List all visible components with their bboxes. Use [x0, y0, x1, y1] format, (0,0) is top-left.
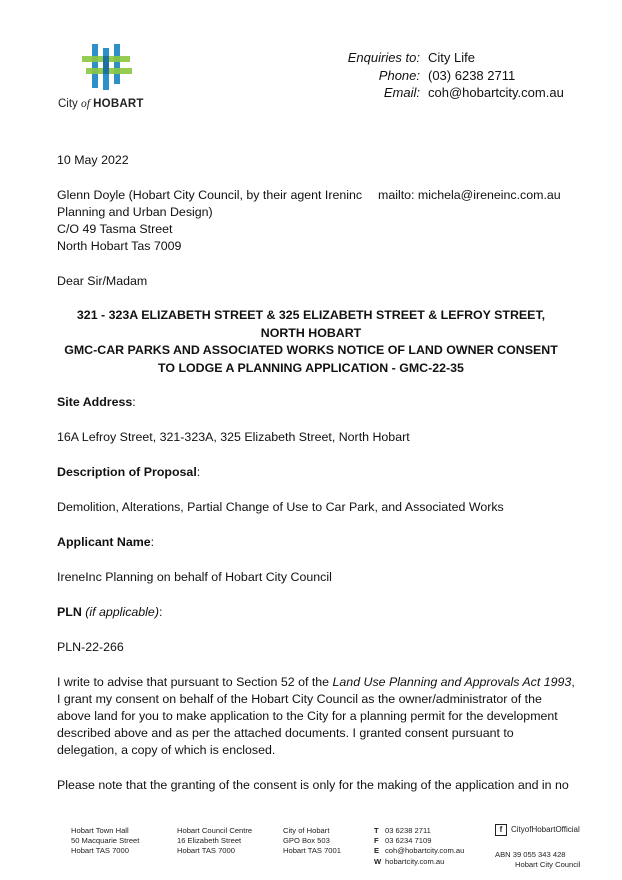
site-address-label: Site Address:: [57, 395, 136, 409]
enquiries-value: City Life: [428, 50, 475, 65]
pln-value: PLN-22-266: [57, 640, 124, 654]
facebook-icon: f: [495, 824, 507, 836]
footer-council-centre: Hobart Council Centre 16 Elizabeth Street Hobart TAS 7000: [177, 826, 253, 856]
logo-wordmark: City of HOBART: [58, 98, 144, 110]
footer-email: E coh@hobartcity.com.au: [374, 846, 465, 856]
consent-paragraph: I write to advise that pursuant to Section 52 of the Land Use Planning and Approvals Act 1993, I grant my consent on behalf of the Hobart City Council as the owner/administrator of the above land for you to make application to the City for a planning permit for the development described above and as per the attached documents. I granted consent pursuant to delegation, a copy of which is enclosed.: [57, 675, 575, 757]
recipient-line: Glenn Doyle (Hobart City Council, by their agent Ireninc: [57, 188, 363, 202]
email-label: Email:: [383, 85, 420, 100]
act-title: Land Use Planning and Approvals Act 1993: [332, 675, 572, 689]
footer-abn: ABN 39 055 343 428 Hobart City Council: [495, 850, 581, 870]
recipient-line: Planning and Urban Design): [57, 205, 213, 219]
enquiries-labels: [348, 49, 420, 102]
email-value: coh@hobartcity.com.au: [428, 85, 564, 100]
heading-line: GMC-CAR PARKS AND ASSOCIATED WORKS NOTICE OF LAND OWNER CONSENT: [64, 343, 558, 358]
heading-line: 321 - 323A ELIZABETH STREET & 325 ELIZABETH STREET & LEFROY STREET,: [76, 308, 546, 322]
proposal-value: Demolition, Alterations, Partial Change of Use to Car Park, and Associated Works: [57, 500, 504, 514]
footer-contact: [374, 826, 464, 867]
recipient-line: North Hobart Tas 7009: [57, 239, 182, 253]
heading-line: TO LODGE A PLANNING APPLICATION - GMC-22-35: [158, 360, 464, 375]
note-paragraph: Please note that the granting of the consent is only for the making of the application and in no: [57, 778, 569, 792]
mailto-link[interactable]: mailto: michela@ireneinc.com.au: [378, 188, 561, 202]
phone-label: Phone:: [378, 67, 420, 83]
footer-town-hall: Hobart Town Hall 50 Macquarie Street Hobart TAS 7000: [71, 826, 140, 856]
site-address-value: 16A Lefroy Street, 321-323A, 325 Elizabeth Street, North Hobart: [57, 430, 410, 444]
heading-line: NORTH HOBART: [260, 325, 362, 340]
phone-value: (03) 6238 2711: [428, 67, 516, 83]
recipient-address: [57, 187, 377, 255]
enquiries-values: [428, 49, 564, 102]
letter-date: 10 May 2022: [57, 153, 129, 167]
logo-mark-icon: [82, 42, 134, 92]
salutation: Dear Sir/Madam: [57, 274, 148, 288]
letter-heading: [40, 307, 582, 377]
footer-web: W hobartcity.com.au: [374, 856, 445, 866]
proposal-label: Description of Proposal:: [57, 465, 201, 479]
pln-label: PLN (if applicable):: [57, 605, 163, 619]
footer-postal: City of Hobart GPO Box 503 Hobart TAS 7001: [283, 826, 341, 856]
footer-phone: T 03 6238 2711: [374, 826, 431, 835]
footer-fax: F 03 6234 7109: [374, 836, 432, 846]
enquiries-label: Enquiries to:: [347, 50, 420, 65]
footer-facebook: f CityofHobartOfficial: [495, 824, 580, 836]
city-of-hobart-logo: [58, 42, 158, 110]
applicant-label: Applicant Name:: [57, 535, 155, 549]
recipient-line: C/O 49 Tasma Street: [57, 222, 173, 236]
applicant-value: IreneInc Planning on behalf of Hobart City Council: [57, 570, 332, 584]
